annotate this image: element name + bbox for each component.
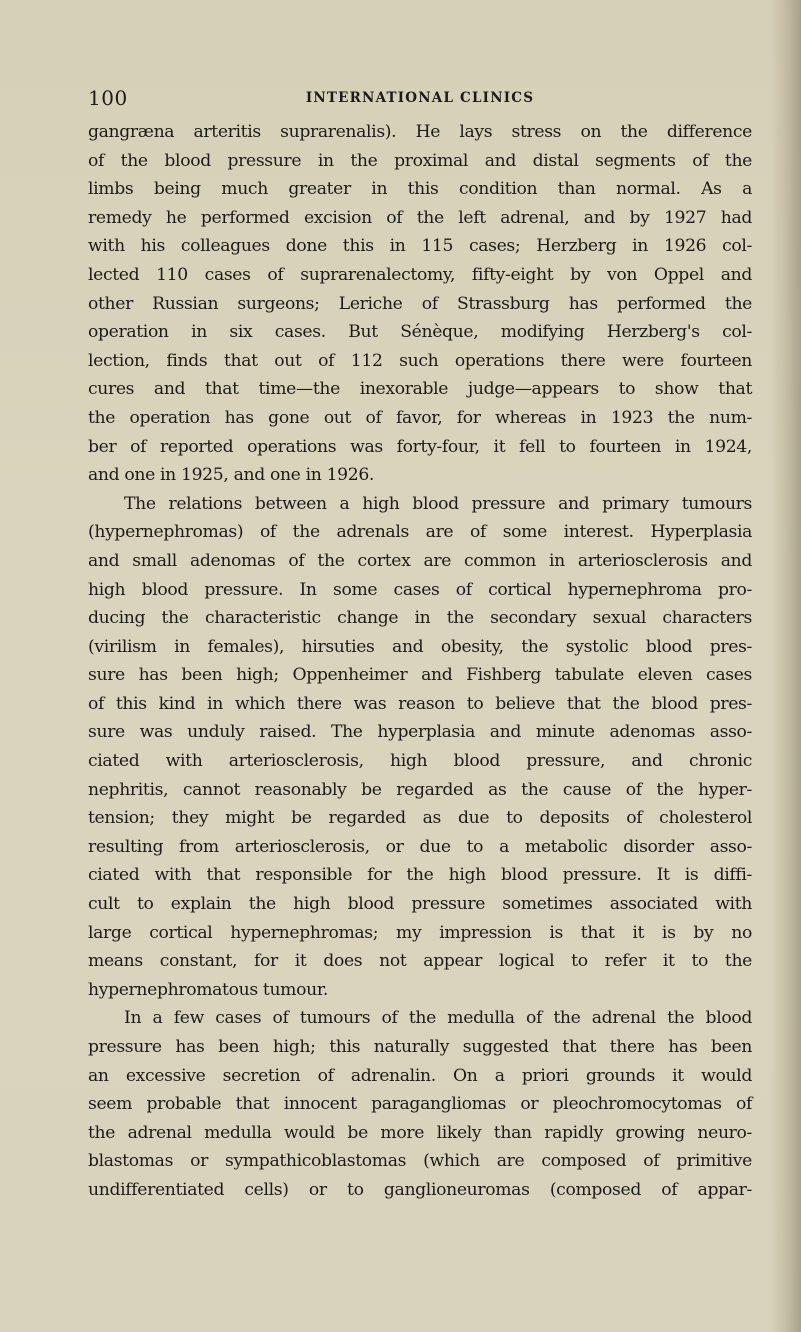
text-line: of this kind in which there was reason to believe that the blood pres- bbox=[88, 693, 752, 714]
text-line: ducing the characteristic change in the secondary sexual characters bbox=[88, 608, 752, 629]
text-line: cures and that time—the inexorable judge—appears to show that bbox=[88, 379, 752, 400]
body-text bbox=[88, 118, 752, 1205]
paragraph-start-line: The relations between a high blood pressure and primary tumours bbox=[124, 493, 752, 514]
text-line: an excessive secretion of adrenalin. On a priori grounds it would bbox=[88, 1065, 752, 1086]
text-line: ciated with that responsible for the high blood pressure. It is diffi- bbox=[88, 865, 752, 886]
text-line: and small adenomas of the cortex are common in arteriosclerosis and bbox=[88, 550, 752, 571]
text-line: resulting from arteriosclerosis, or due to a metabolic disorder asso- bbox=[88, 836, 752, 857]
text-line: the operation has gone out of favor, for whereas in 1923 the num- bbox=[88, 407, 752, 428]
text-line: seem probable that innocent paragangliomas or pleochromocytomas of bbox=[88, 1094, 752, 1115]
text-line: pressure has been high; this naturally suggested that there has been bbox=[88, 1037, 752, 1057]
text-line: limbs being much greater in this condition than normal. As a bbox=[88, 179, 752, 200]
text-line: blastomas or sympathicoblastomas (which are composed of primitive bbox=[88, 1151, 752, 1172]
page-header bbox=[88, 86, 752, 114]
text-line: sure has been high; Oppenheimer and Fishberg tabulate eleven cases bbox=[88, 665, 752, 686]
text-line: cult to explain the high blood pressure sometimes associated with bbox=[88, 894, 752, 915]
text-line: high blood pressure. In some cases of cortical hypernephroma pro- bbox=[88, 579, 752, 600]
paragraph-start-line: In a few cases of tumours of the medulla of the adrenal the blood bbox=[124, 1008, 752, 1029]
text-line: the adrenal medulla would be more likely than rapidly growing neuro- bbox=[88, 1122, 752, 1143]
text-line: lection, finds that out of 112 such operations there were fourteen bbox=[88, 350, 752, 371]
text-line: means constant, for it does not appear logical to refer it to the bbox=[88, 951, 752, 972]
text-line: (hypernephromas) of the adrenals are of some interest. Hyperplasia bbox=[88, 522, 752, 543]
text-line: ber of reported operations was forty-four, it fell to fourteen in 1924, bbox=[88, 436, 752, 457]
page-number: 100 bbox=[88, 86, 128, 110]
text-line: lected 110 cases of suprarenalectomy, fifty-eight by von Oppel and bbox=[88, 264, 752, 285]
text-line: tension; they might be regarded as due to deposits of cholesterol bbox=[88, 808, 752, 829]
text-line: other Russian surgeons; Leriche of Strassburg has performed the bbox=[88, 293, 752, 314]
running-title: INTERNATIONAL CLINICS bbox=[305, 90, 535, 106]
text-line: undifferentiated cells) or to ganglioneuromas (composed of appar- bbox=[88, 1179, 752, 1200]
text-line: sure was unduly raised. The hyperplasia and minute adenomas asso- bbox=[88, 722, 752, 743]
text-line: (virilism in females), hirsuties and obesity, the systolic blood pres- bbox=[88, 636, 752, 657]
text-line: of the blood pressure in the proximal and distal segments of the bbox=[88, 150, 752, 171]
text-line: and one in 1925, and one in 1926. bbox=[88, 465, 375, 486]
text-line: remedy he performed excision of the left adrenal, and by 1927 had bbox=[88, 207, 752, 228]
text-line: hypernephromatous tumour. bbox=[88, 979, 328, 1000]
text-line: gangræna arteritis suprarenalis). He lays stress on the difference bbox=[88, 122, 752, 142]
text-line: operation in six cases. But Sénèque, modifying Herzberg's col- bbox=[88, 322, 752, 343]
text-line: large cortical hypernephromas; my impression is that it is by no bbox=[88, 922, 752, 943]
text-line: with his colleagues done this in 115 cases; Herzberg in 1926 col- bbox=[88, 236, 752, 257]
text-line: ciated with arteriosclerosis, high blood pressure, and chronic bbox=[88, 751, 752, 772]
text-line: nephritis, cannot reasonably be regarded as the cause of the hyper- bbox=[88, 779, 752, 800]
